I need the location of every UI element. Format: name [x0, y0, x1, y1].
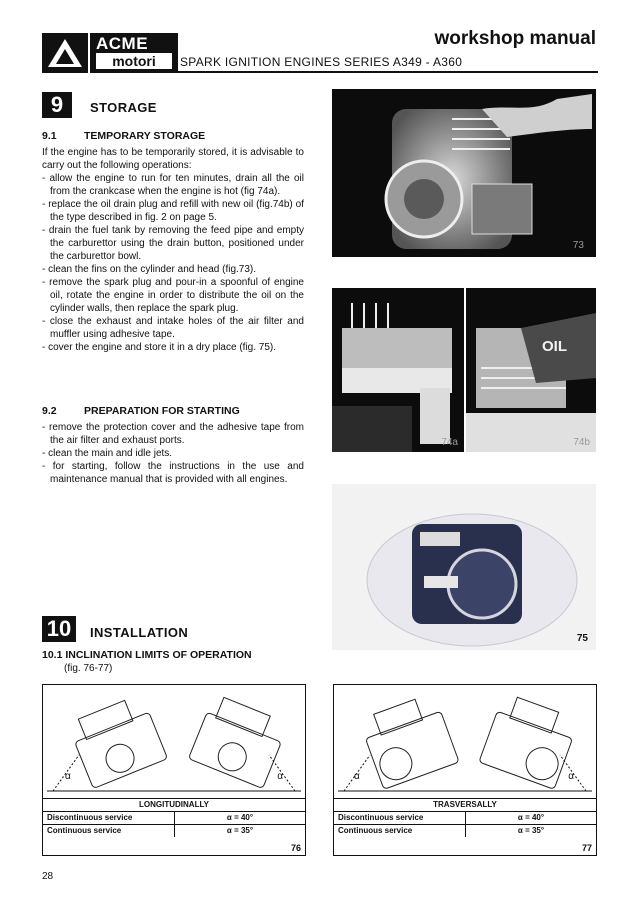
acme-motori-logo: [42, 33, 178, 73]
logo-triangle-icon: [46, 37, 84, 69]
figure-73-label: 73: [572, 240, 584, 251]
starting-text-block: [42, 421, 304, 486]
page-number: 28: [42, 871, 54, 882]
storage-item: - close the exhaust and intake holes of the air filter and muffler using adhesive tape.: [42, 316, 304, 340]
figure-77-row: [334, 824, 596, 837]
starting-item: - clean the main and idle jets.: [42, 448, 173, 459]
figure-76-number: 76: [290, 843, 301, 853]
starting-item: - for starting, follow the instructions in the use and maintenance manual that is provided with all engines.: [42, 461, 304, 485]
longitudinal-tilt-drawing: [43, 685, 305, 797]
subsection-10-1-title: 10.1 INCLINATION LIMITS OF OPERATION: [42, 649, 252, 661]
storage-item: - allow the engine to run for ten minutes, drain all the oil from the crankcase when the engine is hot (fig 74a).: [42, 173, 304, 197]
section-9-number: 9: [42, 92, 72, 118]
manual-title: workshop manual: [434, 28, 596, 49]
storage-item: - replace the oil drain plug and refill with new oil (fig.74b) of the type described in fig. 2 on page 5.: [42, 199, 304, 223]
photo-fig-74a: [332, 288, 464, 452]
series-subtitle: SPARK IGNITION ENGINES SERIES A349 - A360: [180, 55, 463, 69]
subsection-9-2-number: 9.2: [42, 405, 57, 417]
figure-77-panel: [333, 684, 597, 856]
alpha-right-label: α: [277, 771, 283, 782]
transverse-tilt-drawing: [334, 685, 596, 797]
subsection-9-1-number: 9.1: [42, 130, 57, 142]
figure-77-caption: TRASVERSALLY: [334, 798, 596, 810]
figure-76-panel: [42, 684, 306, 856]
subsection-9-2-title: PREPARATION FOR STARTING: [84, 405, 240, 417]
figure-74a-label: 74a: [441, 437, 458, 448]
alpha-left-label: α: [354, 771, 360, 782]
logo-motori-text: motori: [96, 53, 172, 69]
service-angle: α = 40°: [465, 812, 596, 824]
section-10-title: INSTALLATION: [90, 625, 189, 640]
alpha-left-label: α: [65, 771, 71, 782]
subsection-10-1-ref: (fig. 76-77): [64, 663, 113, 674]
section-9-title: STORAGE: [90, 100, 157, 115]
storage-text-block: [42, 146, 304, 354]
storage-item: - clean the fins on the cylinder and head (fig.73).: [42, 264, 257, 275]
figure-76-caption: LONGITUDINALLY: [43, 798, 305, 810]
oil-refill-illustration: [466, 288, 596, 452]
engine-cleaning-illustration: [332, 89, 596, 257]
photo-fig-75: [332, 484, 596, 650]
photo-fig-73: [332, 89, 596, 257]
figure-75-label: 75: [576, 633, 588, 644]
storage-item: - remove the spark plug and pour-in a spoonful of engine oil, rotate the engine in order to distribute the oil on the cylinder walls, then replace the spark plug.: [42, 277, 304, 314]
service-label: Continuous service: [338, 826, 413, 835]
figure-77-number: 77: [581, 843, 592, 853]
photo-fig-74b: [466, 288, 596, 452]
starting-item: - remove the protection cover and the adhesive tape from the air filter and exhaust ports.: [42, 422, 304, 446]
service-angle: α = 35°: [174, 825, 305, 837]
figure-77-row: [334, 811, 596, 824]
alpha-right-label: α: [568, 771, 574, 782]
logo-mark: [42, 33, 88, 73]
storage-intro: If the engine has to be temporarily stored, it is advisable to carry out the following operations:: [42, 147, 304, 171]
figure-74b-label: 74b: [573, 437, 590, 448]
service-label: Continuous service: [47, 826, 122, 835]
storage-item: - cover the engine and store it in a dry place (fig. 75).: [42, 342, 277, 353]
logo-acme-text: ACME: [96, 34, 149, 53]
section-10-number: 10: [42, 616, 76, 642]
figure-76-row: [43, 811, 305, 824]
oil-drain-illustration: [332, 288, 464, 452]
service-angle: α = 35°: [465, 825, 596, 837]
storage-item: - drain the fuel tank by removing the feed pipe and empty the carburettor using the drain button, positioned under the carburettor bowl.: [42, 225, 304, 262]
service-angle: α = 40°: [174, 812, 305, 824]
covered-engine-illustration: [332, 484, 596, 650]
figure-76-row: [43, 824, 305, 837]
logo-wordmark: [90, 33, 178, 73]
oil-can-label: OIL: [542, 338, 567, 355]
service-label: Discontinuous service: [47, 813, 133, 822]
subsection-9-1-title: TEMPORARY STORAGE: [84, 130, 206, 142]
service-label: Discontinuous service: [338, 813, 424, 822]
header-rule: [178, 71, 598, 73]
